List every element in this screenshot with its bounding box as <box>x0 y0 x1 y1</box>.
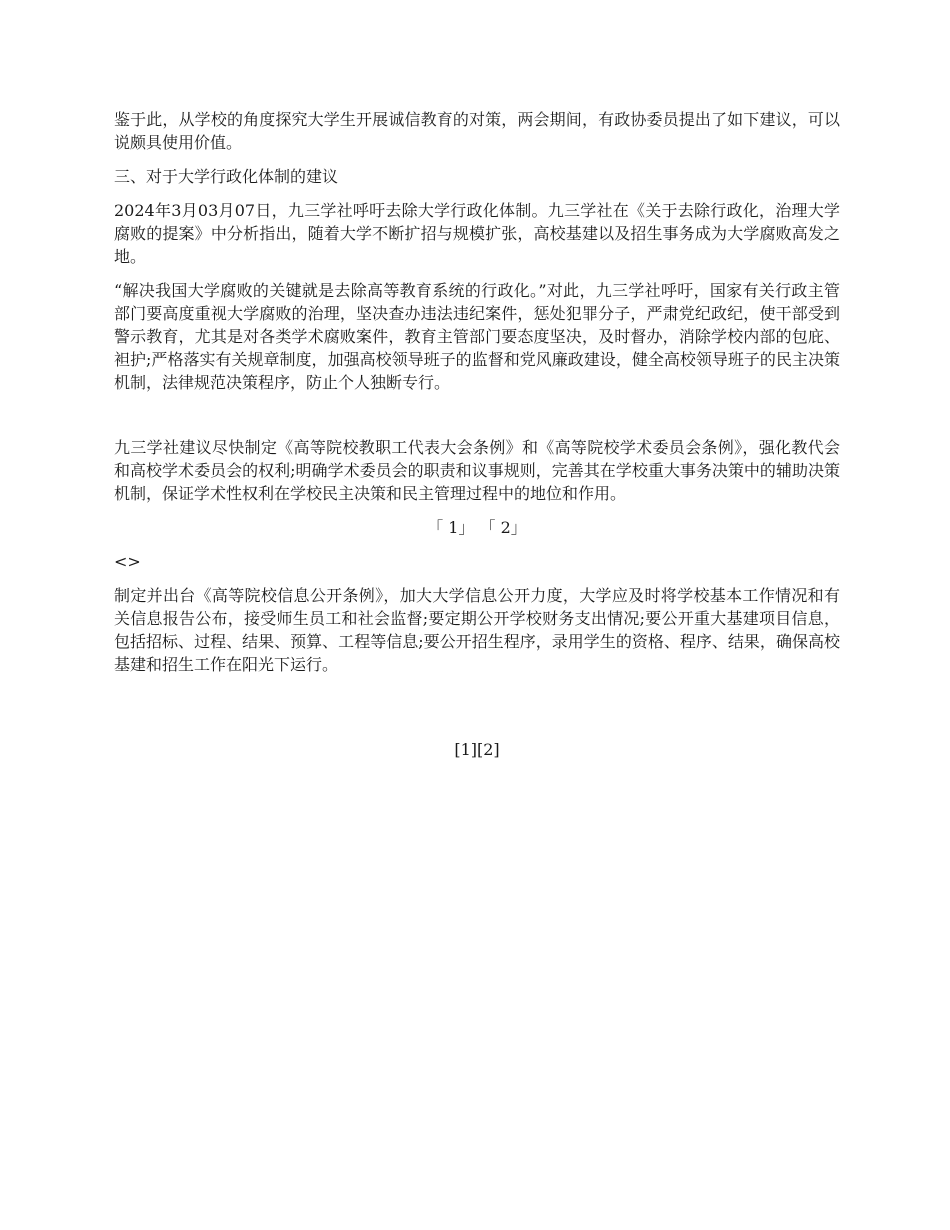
marker-text: <> <box>114 552 141 571</box>
paragraph-date: 2024年3月03月07日，九三学社呼吁去除大学行政化体制。九三学社在《关于去除行政化，治理大学腐败的提案》中分析指出，随着大学不断扩招与规模扩张，高校基建以及招生事务成为大学腐败高发之地。 <box>114 201 840 266</box>
document-page <box>114 108 840 761</box>
paragraph-intro: 鉴于此，从学校的角度探究大学生开展诚信教育的对策，两会期间，有政协委员提出了如下建议，可以说颇具使用价值。 <box>114 110 840 152</box>
paragraph-proposal: 九三学社建议尽快制定《高等院校教职工代表大会条例》和《高等院校学术委员会条例》，强化教代会和高校学术委员会的权利;明确学术委员会的职责和议事规则，完善其在学校重大事务决策中的辅助决策机制，保证学术性权利在学校民主决策和民主管理过程中的地位和作用。 <box>114 438 840 503</box>
pagination-top[interactable]: 「 1」 「 2」 <box>427 518 527 537</box>
section-heading: 三、对于大学行政化体制的建议 <box>114 167 339 186</box>
paragraph-disclosure: 制定并出台《高等院校信息公开条例》，加大大学信息公开力度，大学应及时将学校基本工作情况和有关信息报告公布，接受师生员工和社会监督;要定期公开学校财务支出情况;要公开重大基建项目信息，包括招标、过程、结果、预算、工程等信息;要公开招生程序，录用学生的资格、程序、结果，确保高校基建和招生工作在阳光下运行。 <box>114 586 840 674</box>
pagination-bottom[interactable]: [1][2] <box>454 740 500 759</box>
paragraph-quote: “解决我国大学腐败的关键就是去除高等教育系统的行政化。”对此，九三学社呼吁，国家有关行政主管部门要高度重视大学腐败的治理，坚决查办违法违纪案件，惩处犯罪分子，严肃党纪政纪，使干部受到警示教育，尤其是对各类学术腐败案件，教育主管部门要态度坚决，及时督办，消除学校内部的包庇、袒护;严格落实有关规章制度，加强高校领导班子的监督和党风廉政建设，健全高校领导班子的民主决策机制，法律规范决策程序，防止个人独断专行。 <box>114 281 840 392</box>
